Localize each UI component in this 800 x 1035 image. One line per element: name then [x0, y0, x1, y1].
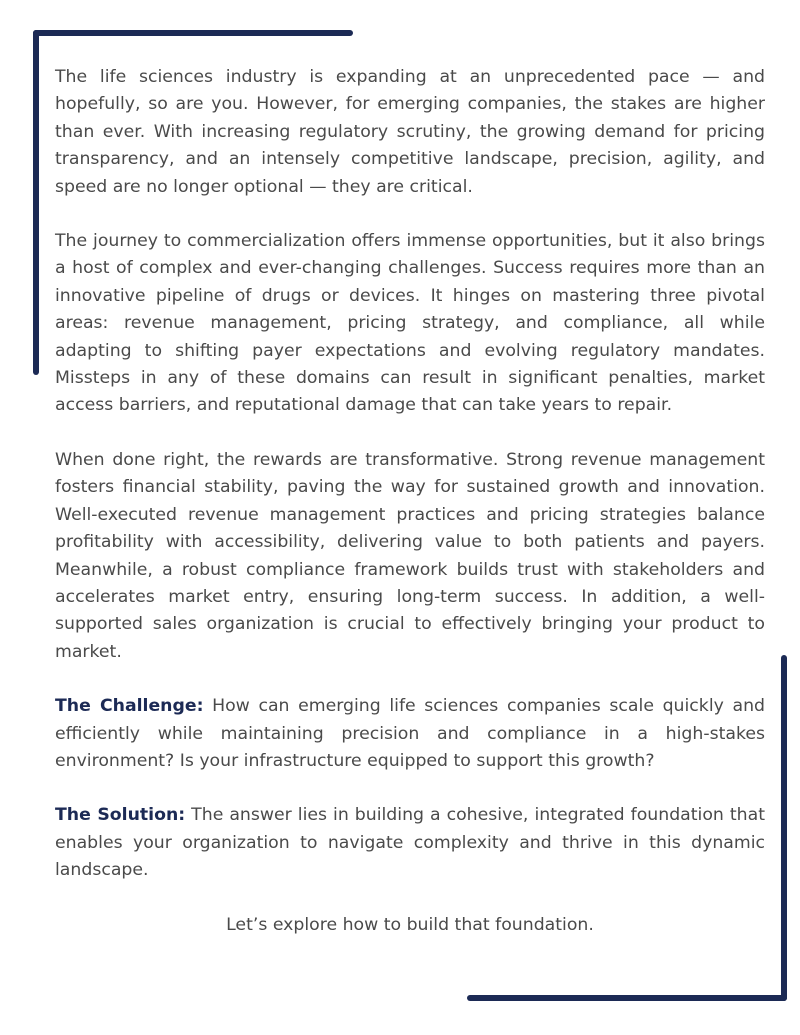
rewards-paragraph: When done right, the rewards are transformative. Strong revenue management fosters financial stability, paving the way for sustained growth and innovation. Well-executed revenue management practices and pricing strategies balance profitability with accessibility, delivering value to both patients and payers. Meanwhile, a robust compliance framework builds trust with stakeholders and accelerates market entry, ensuring long-term success. In addition, a well-supported sales organization is crucial to effectively bringing your product to market.	[55, 449, 765, 662]
challenge-paragraph	[55, 693, 765, 775]
document-body	[55, 64, 765, 966]
closing-line: Let’s explore how to build that foundation.	[226, 914, 594, 935]
bottom-right-bracket-vertical	[781, 655, 787, 1001]
challenge-label: The Challenge:	[55, 696, 204, 717]
commercialization-paragraph: The journey to commercialization offers immense opportunities, but it also brings a host of complex and ever-changing challenges. Success requires more than an innovative pipeline of drugs or devices. It hinges on mastering three pivotal areas: revenue management, pricing strategy, and compliance, all while adapting to shifting payer expectations and evolving regulatory mandates. Missteps in any of these domains can result in significant penalties, market access barriers, and reputational damage that can take years to repair.	[55, 231, 765, 416]
top-left-bracket-vertical	[33, 30, 39, 375]
solution-text: The answer lies in building a cohesive, integrated foundation that enables your organization to navigate complexity and thrive in this dynamic landscape.	[55, 805, 765, 881]
challenge-text: How can emerging life sciences companies scale quickly and efficiently while maintaining precision and compliance in a high-stakes environment? Is your infrastructure equipped to support this growth?	[55, 696, 765, 771]
solution-paragraph	[55, 802, 765, 884]
intro-paragraph: The life sciences industry is expanding at an unprecedented pace — and hopefully, so are you. However, for emerging companies, the stakes are higher than ever. With increasing regulatory scrutiny, the growing demand for pricing transparency, and an intensely competitive landscape, precision, agility, and speed are no longer optional — they are critical.	[55, 67, 765, 197]
solution-label: The Solution:	[55, 805, 186, 826]
top-left-bracket-horizontal	[33, 30, 353, 36]
bottom-right-bracket-horizontal	[467, 995, 787, 1001]
